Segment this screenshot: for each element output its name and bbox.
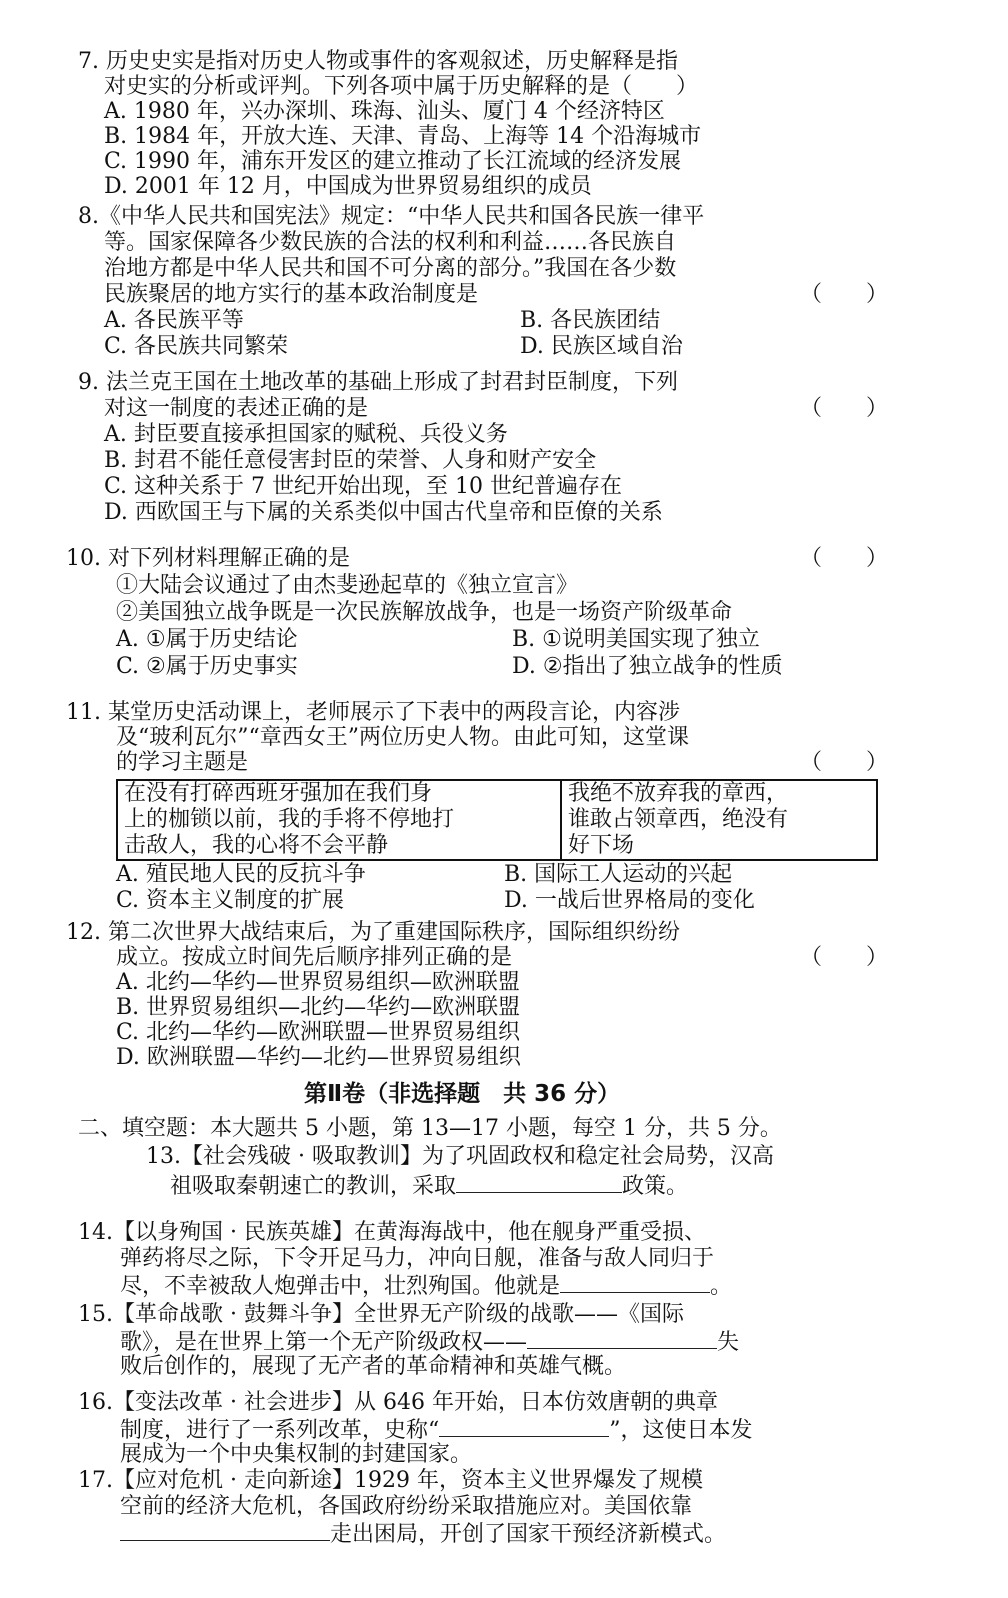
q15-text-b: 失 — [717, 1330, 740, 1355]
q8-stem-line2: 等。国家保障各少数民族的合法的权利和利益……各民族自 — [104, 230, 677, 255]
q8-option-a: A. 各民族平等 — [104, 308, 244, 333]
q11-option-d: D. 一战后世界格局的变化 — [504, 888, 755, 913]
q15-line3: 败后创作的，展现了无产者的革命精神和英雄气概。 — [120, 1354, 627, 1379]
q7-option-d: D. 2001 年 12 月，中国成为世界贸易组织的成员 — [104, 174, 592, 199]
q7-stem-line2: 对史实的分析或评判。下列各项中属于历史解释的是（ ） — [104, 74, 699, 99]
q15-line1: 15.【革命战歌 · 鼓舞斗争】全世界无产阶级的战歌——《国际 — [78, 1302, 684, 1327]
q9-option-a: A. 封臣要直接承担国家的赋税、兵役义务 — [104, 422, 508, 447]
q12-stem-line2: 成立。按成立时间先后顺序排列正确的是 — [116, 945, 513, 970]
q12-stem-line1: 12. 第二次世界大战结束后，为了重建国际秩序，国际组织纷纷 — [66, 920, 680, 945]
q12-option-b: B. 世界贸易组织—北约—华约—欧洲联盟 — [116, 995, 521, 1020]
q14-answer-blank[interactable] — [560, 1272, 710, 1293]
q12-option-a: A. 北约—华约—世界贸易组织—欧洲联盟 — [116, 970, 520, 995]
q15-text-a: 歌》，是在世界上第一个无产阶级政权—— — [120, 1330, 528, 1355]
q16-text-b: ”，这使日本发 — [609, 1418, 753, 1443]
q10-option-a: A. ①属于历史结论 — [116, 627, 298, 652]
q11-stem-line2: 及“玻利瓦尔”“章西女王”两位历史人物。由此可知，这堂课 — [116, 725, 689, 750]
quote-right-line3: 好下场 — [568, 833, 635, 858]
q10-answer-paren: （ ） — [800, 546, 889, 571]
q13-line1: 13.【社会残破 · 吸取教训】为了巩固政权和稳定社会局势，汉高 — [146, 1144, 774, 1169]
q14-line2: 弹药将尽之际，下令开足马力，冲向日舰，准备与敌人同归于 — [120, 1246, 715, 1271]
quote-right-line2: 谁敢占领章西，绝没有 — [568, 807, 789, 832]
q13-line2 — [170, 1172, 688, 1200]
q12-option-c: C. 北约—华约—欧洲联盟—世界贸易组织 — [116, 1020, 521, 1045]
q7-option-a: A. 1980 年，兴办深圳、珠海、汕头、厦门 4 个经济特区 — [104, 99, 665, 124]
q10-material-2: ②美国独立战争既是一次民族解放战争，也是一场资产阶级革命 — [116, 600, 733, 625]
quote-left-line3: 击敌人，我的心将不会平静 — [124, 833, 389, 858]
q7-stem-line1: 7. 历史史实是指对历史人物或事件的客观叙述，历史解释是指 — [78, 49, 678, 74]
q16-line2 — [120, 1416, 753, 1444]
q10-stem: 10. 对下列材料理解正确的是 — [66, 546, 350, 571]
q16-text-a: 制度，进行了一系列改革，史称“ — [120, 1418, 440, 1443]
q8-stem-line3: 治地方都是中华人民共和国不可分离的部分。”我国在各少数 — [104, 256, 677, 281]
q14-text-a: 尽，不幸被敌人炮弹击中，壮烈殉国。他就是 — [120, 1274, 561, 1299]
q17-text-b: 走出困局，开创了国家干预经济新模式。 — [330, 1522, 727, 1547]
q11-option-b: B. 国际工人运动的兴起 — [504, 862, 733, 887]
q8-option-c: C. 各民族共同繁荣 — [104, 334, 289, 359]
q11-answer-paren: （ ） — [800, 750, 889, 775]
q11-option-a: A. 殖民地人民的反抗斗争 — [116, 862, 366, 887]
q9-stem-line1: 9. 法兰克王国在土地改革的基础上形成了封君封臣制度，下列 — [78, 370, 678, 395]
q11-quote-bolivar — [117, 780, 561, 860]
q10-option-d: D. ②指出了独立战争的性质 — [512, 654, 783, 679]
q14-text-b: 。 — [710, 1274, 733, 1299]
q16-line1: 16.【变法改革 · 社会进步】从 646 年开始，日本仿效唐朝的典章 — [78, 1390, 718, 1415]
q17-answer-blank[interactable] — [120, 1520, 330, 1541]
q9-option-c: C. 这种关系于 7 世纪开始出现，至 10 世纪普遍存在 — [104, 474, 623, 499]
q7-option-b: B. 1984 年，开放大连、天津、青岛、上海等 14 个沿海城市 — [104, 124, 702, 149]
section-2-title: 第Ⅱ卷（非选择题 共 36 分） — [304, 1081, 621, 1107]
section-2-instructions: 二、填空题：本大题共 5 小题，第 13—17 小题，每空 1 分，共 5 分。 — [78, 1116, 782, 1141]
q11-quote-table — [116, 779, 878, 861]
q11-quote-jhansi — [561, 780, 877, 860]
q13-answer-blank[interactable] — [456, 1172, 622, 1193]
q11-option-c: C. 资本主义制度的扩展 — [116, 888, 345, 913]
q9-stem-line2: 对这一制度的表述正确的是 — [104, 396, 369, 421]
q17-line2: 空前的经济大危机，各国政府纷纷采取措施应对。美国依靠 — [120, 1494, 693, 1519]
q17-line3 — [120, 1520, 726, 1548]
q9-option-b: B. 封君不能任意侵害封臣的荣誉、人身和财产安全 — [104, 448, 597, 473]
q13-text-a: 祖吸取秦朝速亡的教训，采取 — [170, 1174, 457, 1199]
q10-option-b: B. ①说明美国实现了独立 — [512, 627, 760, 652]
q7-option-c: C. 1990 年，浦东开发区的建立推动了长江流域的经济发展 — [104, 149, 682, 174]
q11-stem-line3: 的学习主题是 — [116, 750, 249, 775]
q15-answer-blank[interactable] — [527, 1328, 717, 1349]
q8-answer-paren: （ ） — [800, 282, 889, 307]
q9-option-d: D. 西欧国王与下属的关系类似中国古代皇帝和臣僚的关系 — [104, 500, 663, 525]
q11-stem-line1: 11. 某堂历史活动课上，老师展示了下表中的两段言论，内容涉 — [66, 700, 680, 725]
q10-material-1: ①大陆会议通过了由杰斐逊起草的《独立宣言》 — [116, 573, 579, 598]
q14-line3 — [120, 1272, 732, 1300]
q13-text-b: 政策。 — [622, 1174, 689, 1199]
quote-right-line1: 我绝不放弃我的章西， — [568, 781, 789, 806]
q9-answer-paren: （ ） — [800, 396, 889, 421]
q17-line1: 17.【应对危机 · 走向新途】1929 年，资本主义世界爆发了规模 — [78, 1468, 703, 1493]
q16-answer-blank[interactable] — [439, 1416, 609, 1437]
q8-option-d: D. 民族区域自治 — [520, 334, 683, 359]
q8-stem-line4: 民族聚居的地方实行的基本政治制度是 — [104, 282, 479, 307]
q10-option-c: C. ②属于历史事实 — [116, 654, 298, 679]
quote-left-line1: 在没有打碎西班牙强加在我们身 — [124, 781, 433, 806]
q15-line2 — [120, 1328, 739, 1356]
q14-line1: 14.【以身殉国 · 民族英雄】在黄海海战中，他在舰身严重受损、 — [78, 1220, 706, 1245]
q8-option-b: B. 各民族团结 — [520, 308, 661, 333]
q12-option-d: D. 欧洲联盟—华约—北约—世界贸易组织 — [116, 1045, 521, 1070]
q12-answer-paren: （ ） — [800, 945, 889, 970]
q8-stem-line1: 8.《中华人民共和国宪法》规定：“中华人民共和国各民族一律平 — [78, 204, 705, 229]
q16-line3: 展成为一个中央集权制的封建国家。 — [120, 1442, 473, 1467]
quote-left-line2: 上的枷锁以前，我的手将不停地打 — [124, 807, 455, 832]
